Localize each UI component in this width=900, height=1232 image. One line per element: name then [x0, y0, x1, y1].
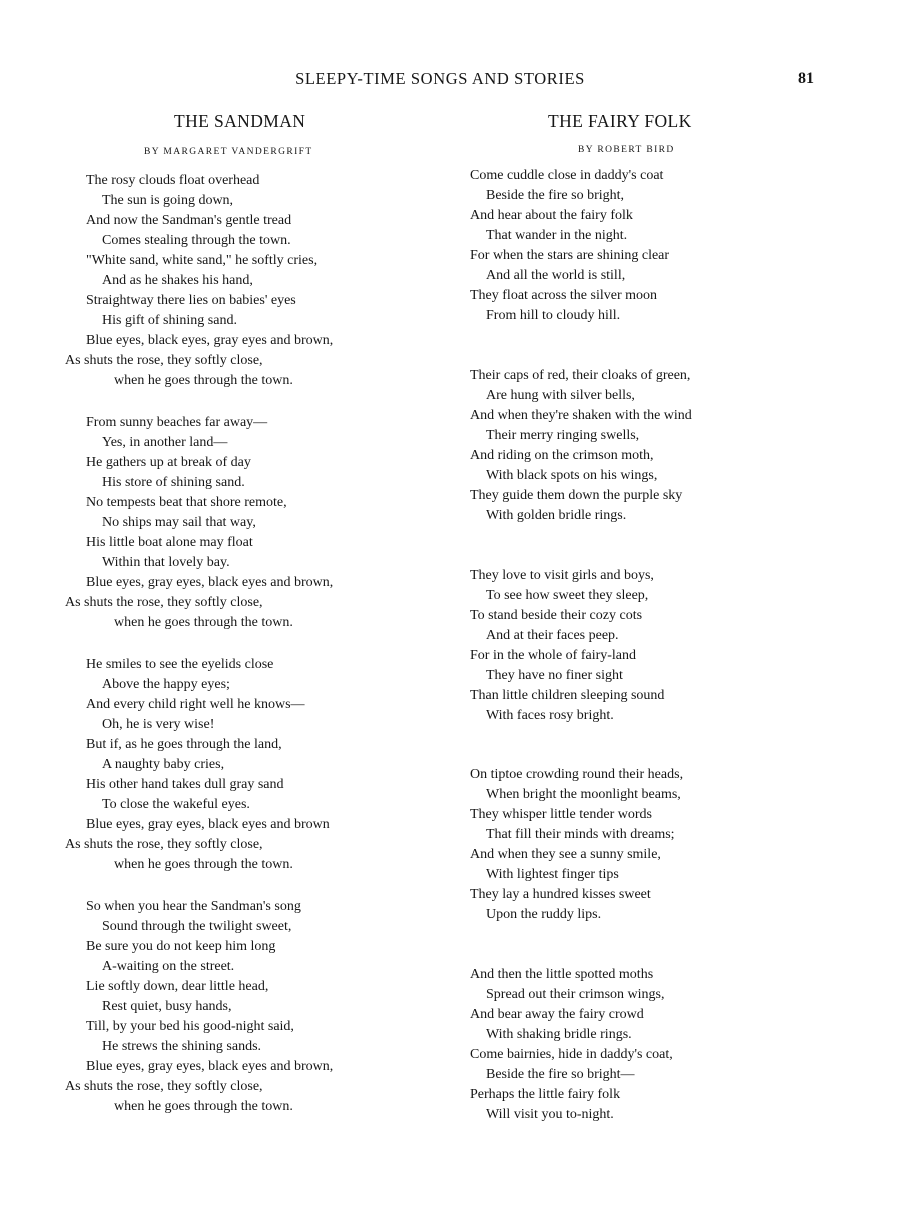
poem-line: For when the stars are shining clear — [470, 248, 670, 263]
stanza — [466, 166, 816, 326]
poem-title-sandman: THE SANDMAN — [174, 111, 306, 131]
byline-fairy-folk: BY ROBERT BIRD — [578, 145, 675, 155]
poem-line: Straightway there lies on babies' eyes — [86, 293, 296, 308]
poem-line: Sound through the twilight sweet, — [102, 919, 292, 934]
poem-line: Perhaps the little fairy folk — [470, 1087, 621, 1102]
poem-line: Within that lovely bay. — [102, 555, 230, 570]
poem-line: The sun is going down, — [102, 193, 234, 208]
poem-line: Their caps of red, their cloaks of green, — [470, 368, 691, 383]
poem-line: Be sure you do not keep him long — [86, 939, 276, 954]
poem-title-fairy-folk: THE FAIRY FOLK — [548, 111, 692, 131]
poem-line: On tiptoe crowding round their heads, — [470, 767, 684, 782]
poem-line: With golden bridle rings. — [486, 508, 627, 523]
poem-line: They lay a hundred kisses sweet — [470, 887, 651, 902]
poem-line: And bear away the fairy crowd — [470, 1007, 644, 1022]
poem-line: With black spots on his wings, — [486, 468, 658, 483]
poem-line: From sunny beaches far away— — [86, 415, 268, 430]
poem-line: Come cuddle close in daddy's coat — [470, 168, 664, 183]
refrain-line: As shuts the rose, they softly close, — [65, 595, 263, 610]
poem-line: Spread out their crimson wings, — [486, 987, 665, 1002]
poem-line: Yes, in another land— — [102, 435, 228, 450]
poem-line: They have no finer sight — [486, 668, 623, 683]
poem-line: To see how sweet they sleep, — [486, 588, 649, 603]
poem-line: Lie softly down, dear little head, — [86, 979, 269, 994]
byline-sandman: BY MARGARET VANDERGRIFT — [144, 147, 313, 157]
poem-line: A naughty baby cries, — [102, 757, 225, 772]
poem-line: They guide them down the purple sky — [470, 488, 683, 503]
poem-line: He gathers up at break of day — [86, 455, 251, 470]
poem-line: And every child right well he knows— — [86, 697, 305, 712]
poem-line: No ships may sail that way, — [102, 515, 256, 530]
poem-line: But if, as he goes through the land, — [86, 737, 282, 752]
poem-line: He strews the shining sands. — [102, 1039, 262, 1054]
poem-line: No tempests beat that shore remote, — [86, 495, 287, 510]
poem-line: Beside the fire so bright, — [486, 188, 625, 203]
poem-line: Are hung with silver bells, — [486, 388, 635, 403]
poem-line: To close the wakeful eyes. — [102, 797, 250, 812]
left-column — [62, 108, 452, 1117]
poem-line: And now the Sandman's gentle tread — [86, 213, 292, 228]
poem-line: From hill to cloudy hill. — [486, 308, 621, 323]
poem-line: And when they see a sunny smile, — [470, 847, 661, 862]
poem-line: Above the happy eyes; — [102, 677, 230, 692]
poem-line: Than little children sleeping sound — [470, 688, 665, 703]
refrain-line: Blue eyes, gray eyes, black eyes and brown, — [86, 575, 334, 590]
poem-line: His gift of shining sand. — [102, 313, 237, 328]
stanza — [62, 171, 452, 391]
refrain-line: Blue eyes, gray eyes, black eyes and brown, — [86, 1059, 334, 1074]
poem-line: They love to visit girls and boys, — [470, 568, 654, 583]
right-column — [466, 108, 816, 1125]
poem-line: Come bairnies, hide in daddy's coat, — [470, 1047, 673, 1062]
poem-line: With faces rosy bright. — [486, 708, 614, 723]
poem-line: That wander in the night. — [486, 228, 628, 243]
refrain-line: when he goes through the town. — [114, 615, 293, 630]
poem-line: Till, by your bed his good-night said, — [86, 1019, 294, 1034]
refrain-line: As shuts the rose, they softly close, — [65, 1079, 263, 1094]
poem-line: Beside the fire so bright— — [486, 1067, 635, 1082]
poem-line: When bright the moonlight beams, — [486, 787, 681, 802]
poem-line: And at their faces peep. — [486, 628, 619, 643]
poem-line: Oh, he is very wise! — [102, 717, 215, 732]
poem-line: That fill their minds with dreams; — [486, 827, 675, 842]
refrain-line: when he goes through the town. — [114, 1099, 293, 1114]
poem-line: The rosy clouds float overhead — [86, 173, 260, 188]
poem-line: His little boat alone may float — [86, 535, 253, 550]
poem-line: His other hand takes dull gray sand — [86, 777, 284, 792]
poem-line: And as he shakes his hand, — [102, 273, 253, 288]
poem-line: With lightest finger tips — [486, 867, 619, 882]
poem-line: They float across the silver moon — [470, 288, 658, 303]
poem-line: With shaking bridle rings. — [486, 1027, 632, 1042]
stanza — [466, 965, 816, 1125]
poem-line: Comes stealing through the town. — [102, 233, 291, 248]
poem-line: So when you hear the Sandman's song — [86, 899, 301, 914]
stanza — [62, 655, 452, 875]
running-title: SLEEPY-TIME SONGS AND STORIES — [295, 69, 585, 88]
running-head — [0, 69, 900, 91]
poem-line: And all the world is still, — [486, 268, 626, 283]
stanza — [62, 413, 452, 633]
poem-line: "White sand, white sand," he softly cries, — [86, 253, 318, 268]
page-number: 81 — [798, 70, 814, 87]
poem-line: And when they're shaken with the wind — [470, 408, 692, 423]
refrain-line: As shuts the rose, they softly close, — [65, 353, 263, 368]
poem-line: Will visit you to-night. — [486, 1107, 614, 1122]
poem-line: To stand beside their cozy cots — [470, 608, 643, 623]
poem-line: He smiles to see the eyelids close — [86, 657, 274, 672]
refrain-line: when he goes through the town. — [114, 373, 293, 388]
refrain-line: when he goes through the town. — [114, 857, 293, 872]
poem-line: For in the whole of fairy-land — [470, 648, 637, 663]
refrain-line: As shuts the rose, they softly close, — [65, 837, 263, 852]
poem-line: And riding on the crimson moth, — [470, 448, 654, 463]
poem-line: And hear about the fairy folk — [470, 208, 633, 223]
poem-line: Rest quiet, busy hands, — [102, 999, 232, 1014]
stanza — [466, 566, 816, 726]
stanza — [466, 765, 816, 925]
poem-line: Their merry ringing swells, — [486, 428, 640, 443]
poem-line: And then the little spotted moths — [470, 967, 654, 982]
refrain-line: Blue eyes, black eyes, gray eyes and brown, — [86, 333, 334, 348]
poem-line: Upon the ruddy lips. — [486, 907, 602, 922]
refrain-line: Blue eyes, gray eyes, black eyes and brown — [86, 817, 330, 832]
stanza — [466, 366, 816, 526]
stanza — [62, 897, 452, 1117]
poem-line: His store of shining sand. — [102, 475, 245, 490]
poem-line: They whisper little tender words — [470, 807, 652, 822]
poem-line: A-waiting on the street. — [102, 959, 235, 974]
